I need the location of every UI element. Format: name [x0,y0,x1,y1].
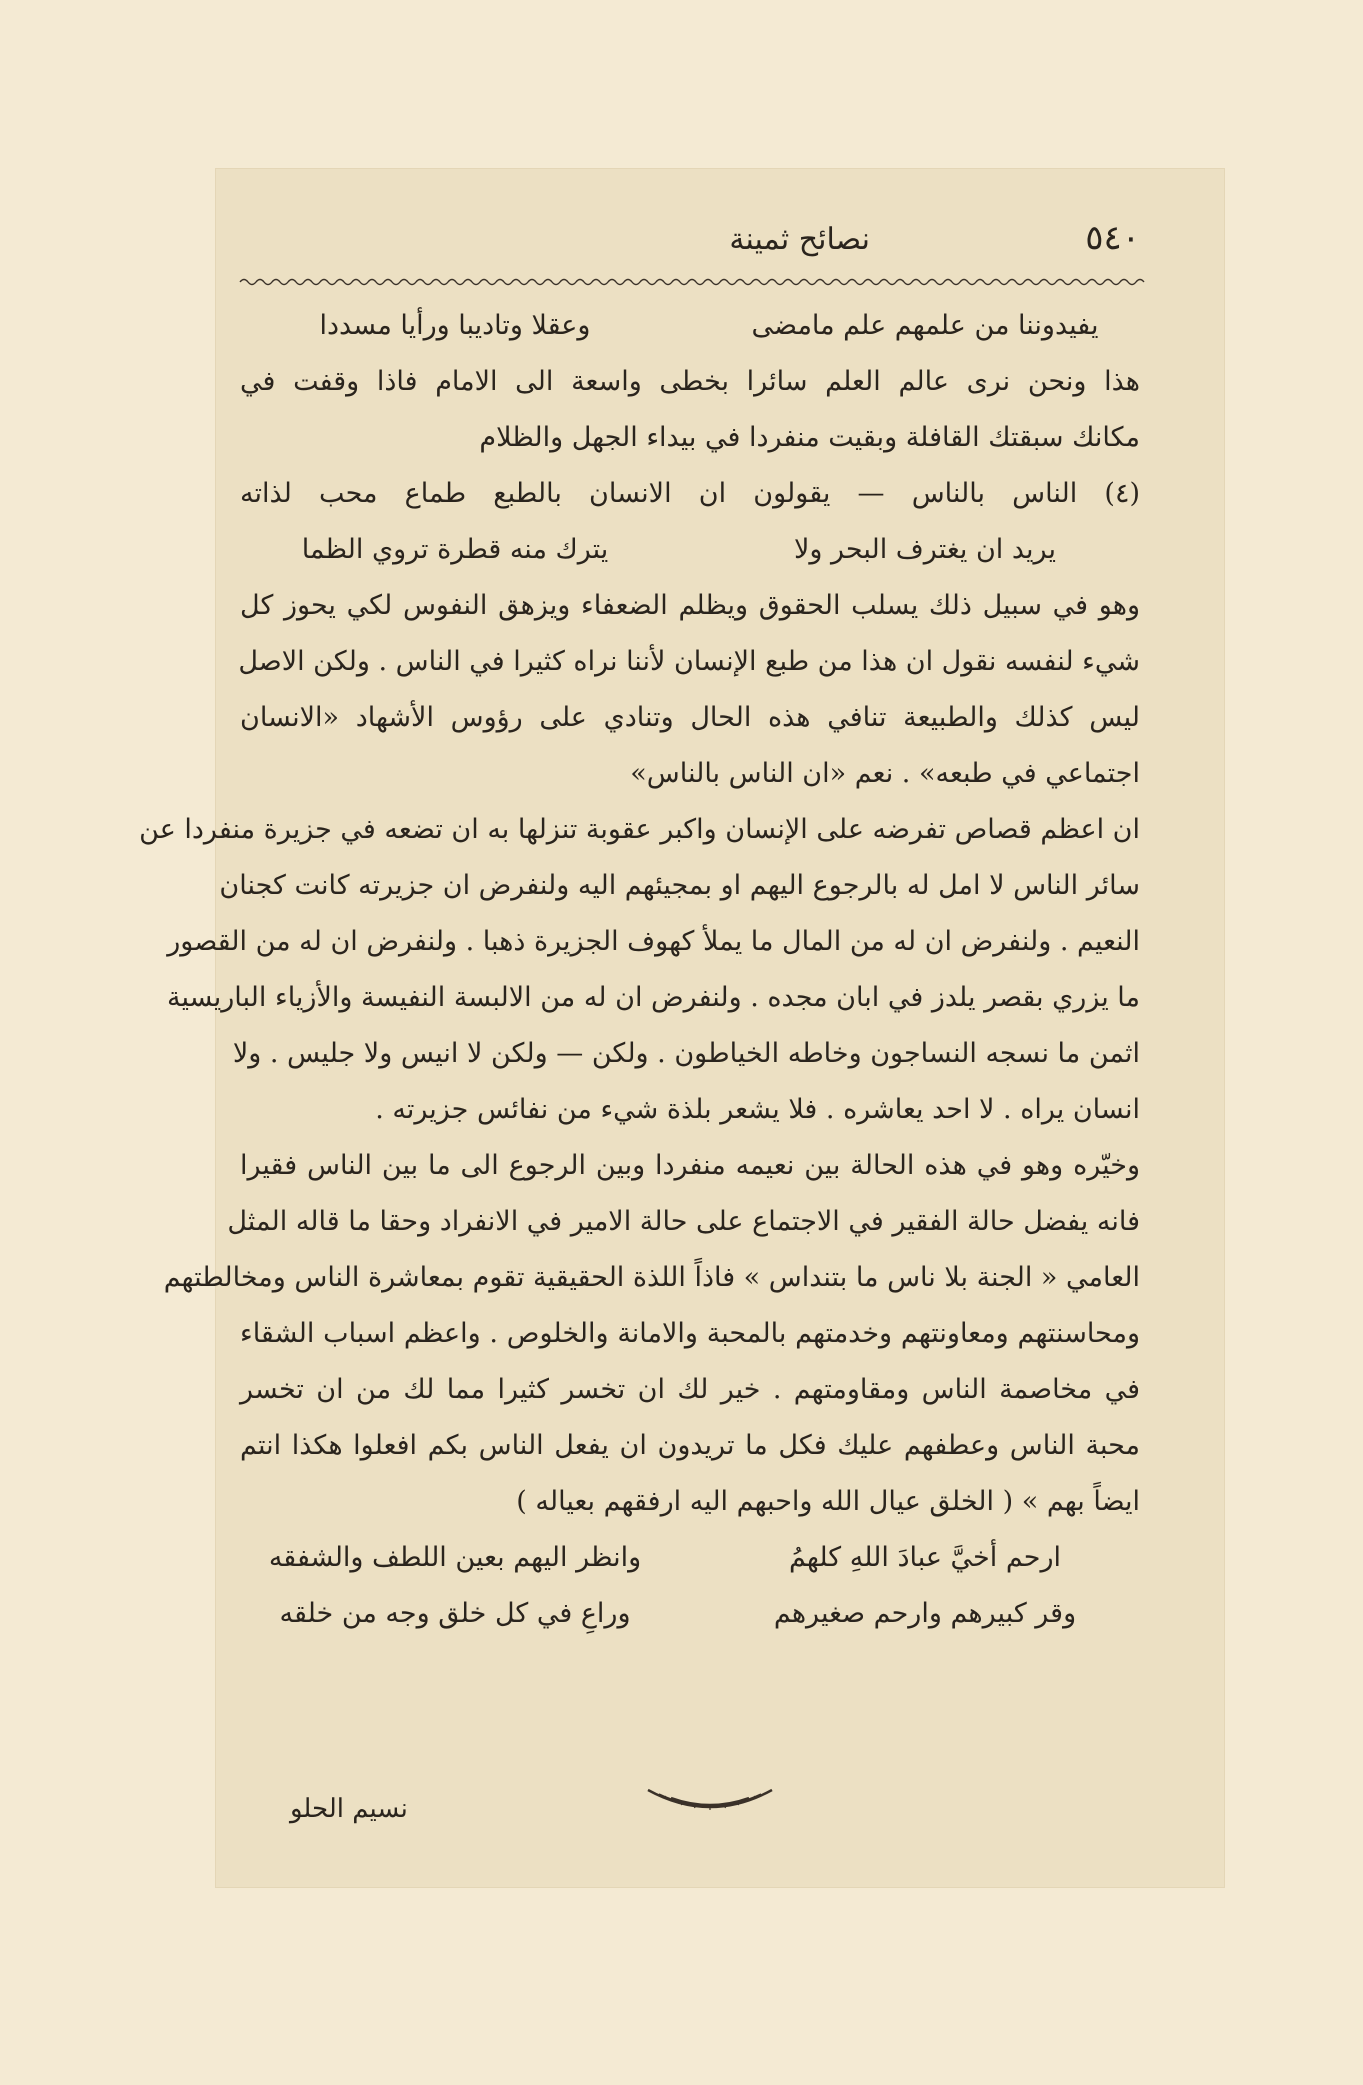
verse-1-left-hemistich: وعقلا وتاديبا ورأيا مسددا [319,310,591,341]
author-signature: نسيم الحلو [290,1794,408,1824]
verse-4-right-hemistich: وقر كبيرهم وارحم صغيرهم [773,1598,1077,1629]
verse-4-left-hemistich: وراعِ في كل خلق وجه من خلقه [279,1598,631,1629]
verse-2-right-hemistich: يريد ان يغترف البحر ولا [794,534,1056,565]
verse-1-right-hemistich: يفيدوننا من علمهم علم مامضى [751,310,1099,341]
verse-2 [240,522,1140,578]
end-ornament-icon [645,1784,775,1820]
book-page [139,168,1225,1888]
paragraph-2-line-1: وهو في سبيل ذلك يسلب الحقوق ويظلم الضعفاء ويزهق النفوس لكي يحوز كل [240,590,1140,621]
paragraph-3-line-5: اثمن ما نسجه النساجون وخاطه الخياطون . ولكن — ولكن لا انيس ولا جليس . ولا [232,1038,1140,1069]
paragraph-3-line-2: سائر الناس لا امل له بالرجوع اليهم او بمجيئهم اليه ولنفرض ان جزيرته كانت كجنان [219,870,1140,901]
paragraph-2-line-2: شيء لنفسه نقول ان هذا من طبع الإنسان لأننا نراه كثيرا في الناس . ولكن الاصل [238,646,1140,677]
page-header [215,218,1225,268]
verse-3-left-hemistich: وانظر اليهم بعين اللطف والشفقه [268,1542,642,1573]
paragraph-1-line-1: هذا ونحن نرى عالم العلم سائرا بخطى واسعة الى الامام فاذا وقفت في [240,366,1140,397]
page-number: ٥٤٠ [1085,218,1140,258]
verse-3 [240,1530,1140,1586]
paragraph-3-line-4: ما يزري بقصر يلدز في ابان مجده . ولنفرض ان له من الالبسة النفيسة والأزياء الباريسية [167,982,1140,1013]
header-wavy-rule [240,276,1140,288]
paragraph-4-line-1: وخيّره وهو في هذه الحالة بين نعيمه منفردا وبين الرجوع الى ما بين الناس فقيرا [240,1150,1140,1181]
paragraph-1-line-2: مكانك سبقتك القافلة وبقيت منفردا في بيداء الجهل والظلام [479,422,1140,453]
paragraph-4-line-5: في مخاصمة الناس ومقاومتهم . خير لك ان تخسر كثيرا مما لك من ان تخسر [240,1374,1140,1405]
paragraph-3-line-3: النعيم . ولنفرض ان له من المال ما يملأ كهوف الجزيرة ذهبا . ولنفرض ان له من القصور [167,926,1140,957]
paragraph-4-line-2: فانه يفضل حالة الفقير في الاجتماع على حالة الامير في الانفراد وحقا ما قاله المثل [227,1206,1140,1237]
running-title: نصائح ثمينة [729,222,870,257]
paragraph-4-line-4: ومحاسنتهم ومعاونتهم وخدمتهم بالمحبة والامانة والخلوص . واعظم اسباب الشقاء [240,1318,1140,1349]
paragraph-3-line-1: ان اعظم قصاص تفرضه على الإنسان واكبر عقوبة تنزلها به ان تضعه في جزيرة منفردا عن [139,814,1140,845]
verse-3-right-hemistich: ارحم أخيَّ عبادَ اللهِ كلهمُ [788,1542,1062,1573]
verse-4 [240,1586,1140,1642]
verse-1 [240,298,1140,354]
paragraph-4-line-3: العامي « الجنة بلا ناس ما بتنداس » فاذاً اللذة الحقيقية تقوم بمعاشرة الناس ومخالطتهم [163,1262,1140,1293]
paragraph-4-line-6: محبة الناس وعطفهم عليك فكل ما تريدون ان يفعل الناس بكم افعلوا هكذا انتم [240,1430,1140,1461]
paragraph-2-line-3: ليس كذلك والطبيعة تنافي هذه الحال وتنادي على رؤوس الأشهاد «الانسان [240,702,1140,733]
paragraph-3-line-6: انسان يراه . لا احد يعاشره . فلا يشعر بلذة شيء من نفائس جزيرته . [375,1094,1140,1125]
paragraph-2-line-4: اجتماعي في طبعه» . نعم «ان الناس بالناس» [630,758,1140,789]
paragraph-4-line-7: ايضاً بهم » ( الخلق عيال الله واحبهم اليه ارفقهم بعياله ) [516,1486,1140,1517]
page-body [139,298,1140,1642]
section-4-heading: (٤) الناس بالناس — يقولون ان الانسان بالطبع طماع محب لذاته [240,478,1140,509]
verse-2-left-hemistich: يترك منه قطرة تروي الظما [301,534,609,565]
